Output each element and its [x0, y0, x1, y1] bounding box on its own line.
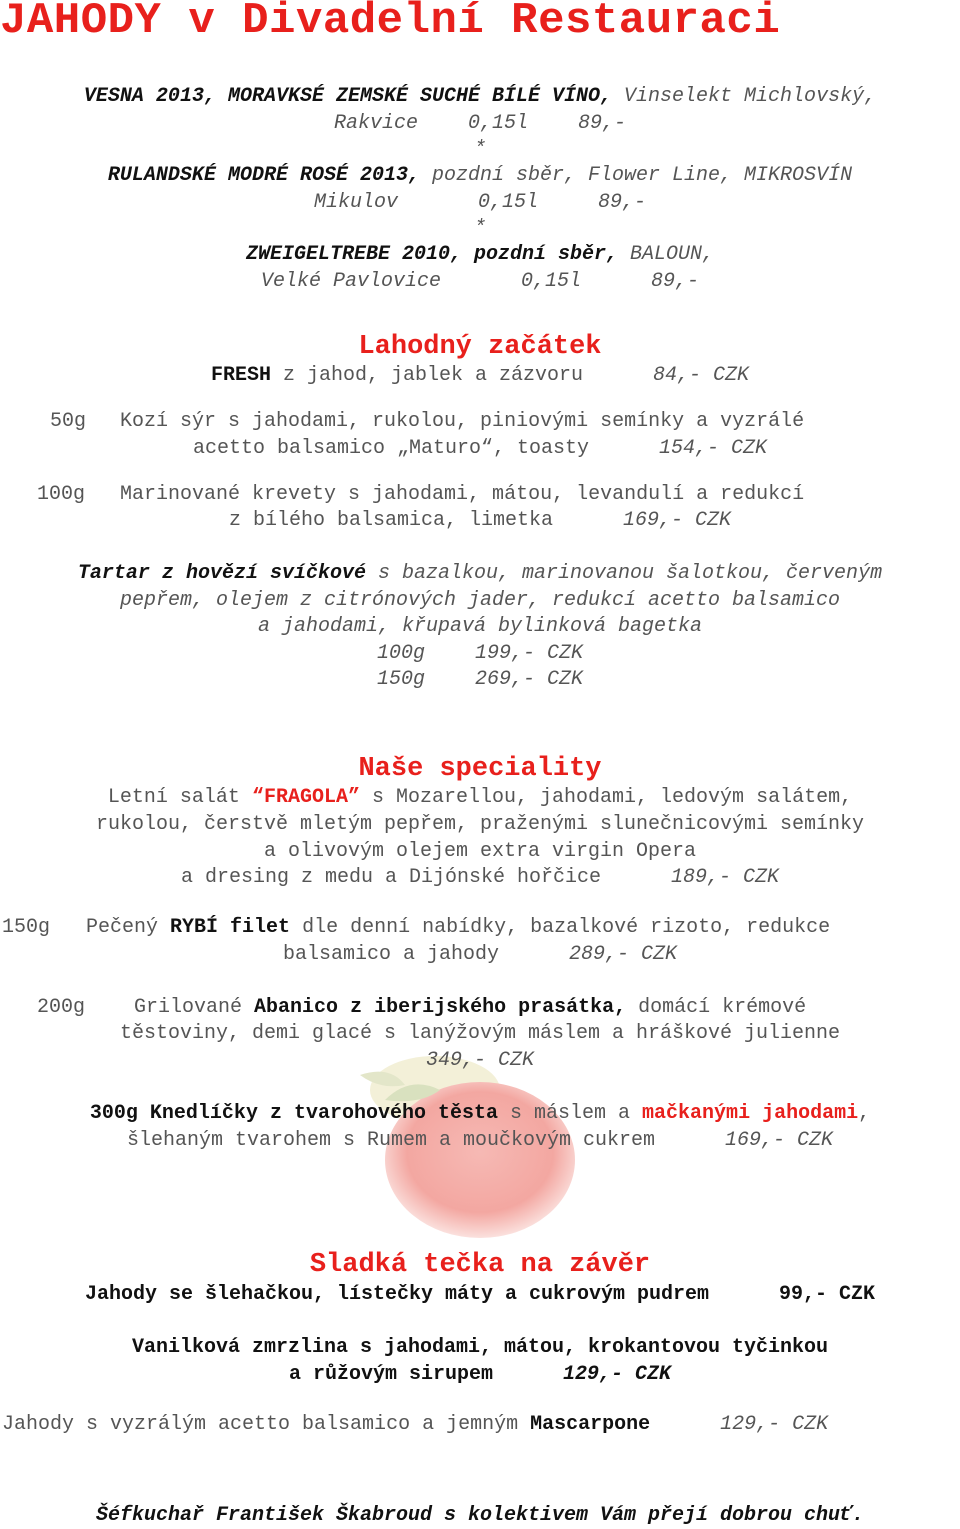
- wine-3-line2: [0, 269, 960, 295]
- salad-line1: [0, 785, 960, 811]
- fresh-bold: FRESH: [210, 364, 271, 387]
- fresh-price: 84,- CZK: [653, 364, 750, 387]
- goat-desc2: acetto balsamico „Maturo“, toasty: [192, 437, 590, 460]
- dessert-2-line2: [0, 1362, 960, 1388]
- wine-2-name: RULANDSKÉ MODRÉ ROSÉ 2013,: [107, 164, 420, 187]
- salad-desc1: s Mozarellou, jahodami, ledovým salátem,: [372, 786, 853, 809]
- dumplings-red: mačkanými jahodami: [642, 1102, 859, 1125]
- shrimp-weight: 100g: [37, 483, 86, 506]
- dessert-3-text: Jahody s vyzrálým acetto balsamico a jemným: [2, 1413, 519, 1436]
- fish-line2: [0, 942, 960, 968]
- tartar-size-1: [0, 641, 960, 667]
- pork-weight: 200g: [37, 996, 86, 1019]
- dumplings-bold: Knedlíčky z tvarohového těsta: [149, 1102, 498, 1125]
- salad-price: 189,- CZK: [671, 866, 780, 889]
- section-heading-dessert: Sladká tečka na závěr: [309, 1250, 651, 1280]
- fresh-item: [0, 363, 960, 389]
- tartar-line1: [0, 561, 960, 587]
- wine-3-price: 89,-: [651, 270, 700, 293]
- tartar-size1-weight: 100g: [376, 642, 425, 665]
- dumplings-comma: ,: [858, 1102, 871, 1125]
- tartar-size1-price: 199,- CZK: [474, 642, 584, 665]
- salad-line4: [0, 865, 960, 891]
- fish-price: 289,- CZK: [569, 943, 678, 966]
- dumplings-line2: [0, 1128, 960, 1154]
- pork-bold: Abanico z iberijského prasátka,: [254, 996, 627, 1019]
- shrimp-line2: [0, 508, 960, 534]
- dessert-2-text1: Vanilková zmrzlina s jahodami, mátou, krokantovou tyčinkou: [131, 1336, 829, 1359]
- tartar-size-2: [0, 667, 960, 693]
- salad-line2: rukolou, čerstvě mletým pepřem, praženými slunečnicovými semínky: [95, 813, 865, 836]
- tartar-line2: pepřem, olejem z citrónových jader, redukcí acetto balsamico: [119, 589, 841, 612]
- salad-line3: a olivovým olejem extra virgin Opera: [263, 840, 697, 863]
- wine-1-line2: [0, 111, 960, 137]
- tartar-desc1: s bazalkou, marinovanou šalotkou, červeným: [377, 562, 883, 585]
- fresh-text: z jahod, jablek a zázvoru: [282, 364, 584, 387]
- dumplings-price: 169,- CZK: [725, 1129, 834, 1152]
- goat-price: 154,- CZK: [659, 437, 768, 460]
- tartar-size2-price: 269,- CZK: [474, 668, 584, 691]
- section-heading-specials: Naše speciality: [358, 754, 602, 784]
- wine-3-line1: [0, 242, 960, 268]
- pork-price: 349,- CZK: [425, 1049, 535, 1072]
- wine-3-name: ZWEIGELTREBE 2010, pozdní sběr,: [245, 243, 619, 266]
- dessert-1-price: 99,- CZK: [779, 1283, 876, 1306]
- shrimp-desc2: z bílého balsamica, limetka: [228, 509, 554, 532]
- wine-3-producer: BALOUN,: [630, 243, 715, 266]
- dumplings-line1: [0, 1101, 960, 1127]
- wine-1-name: VESNA 2013, MORAVKSÉ ZEMSKÉ SUCHÉ BÍLÉ VÍNO,: [83, 85, 613, 108]
- wine-2-line1: [0, 163, 960, 189]
- wine-separator-2: *: [473, 217, 486, 240]
- pork-pre: Grilované: [134, 996, 243, 1019]
- fish-desc2: balsamico a jahody: [282, 943, 499, 966]
- fish-pre: Pečený: [86, 916, 159, 939]
- salad-desc4: a dresing z medu a Dijónské hořčice: [180, 866, 602, 889]
- tartar-bold: Tartar z hovězí svíčkové: [77, 562, 366, 585]
- goat-weight: 50g: [50, 410, 87, 433]
- tartar-size2-weight: 150g: [376, 668, 425, 691]
- fish-desc1: dle denní nabídky, bazalkové rizoto, redukce: [302, 916, 831, 939]
- dessert-1: [0, 1282, 960, 1308]
- shrimp-line1: Marinované krevety s jahodami, mátou, levandulí a redukcí: [120, 483, 805, 506]
- dessert-3-price: 129,- CZK: [720, 1413, 829, 1436]
- wine-2-producer: pozdní sběr, Flower Line, MIKROSVÍN: [432, 164, 853, 187]
- dumplings-desc2: šlehaným tvarohem s Rumem a moučkovým cukrem: [126, 1129, 656, 1152]
- wine-1-volume: 0,15l: [467, 112, 528, 135]
- pork-line2: těstoviny, demi glacé s lanýžovým máslem a hráškové julienne: [119, 1022, 841, 1045]
- dumplings-mid: s máslem a: [510, 1102, 631, 1125]
- wine-2-volume: 0,15l: [477, 191, 538, 214]
- wine-1-price: 89,-: [578, 112, 627, 135]
- dessert-1-text: Jahody se šlehačkou, lístečky máty a cukrovým pudrem: [84, 1283, 710, 1306]
- shrimp-price: 169,- CZK: [623, 509, 732, 532]
- pork-desc1: domácí krémové: [638, 996, 807, 1019]
- salad-pre: Letní salát: [107, 786, 240, 809]
- fish-line1: [86, 915, 830, 941]
- footer-signature: Šéfkuchař František Škabroud s kolektivem Vám přejí dobrou chuť.: [95, 1504, 865, 1527]
- wine-1-line1: [0, 84, 960, 110]
- fish-weight: 150g: [2, 916, 51, 939]
- pork-line1: [134, 995, 806, 1021]
- section-heading-start: Lahodný začátek: [358, 332, 602, 362]
- wine-2-place: Mikulov: [313, 191, 398, 214]
- dessert-3: [2, 1412, 828, 1438]
- wine-1-producer: Vinselekt Michlovský,: [624, 85, 877, 108]
- wine-2-line2: [0, 190, 960, 216]
- fish-bold: RYBÍ filet: [170, 916, 291, 939]
- dessert-2-price: 129,- CZK: [563, 1363, 672, 1386]
- wine-1-place: Rakvice: [333, 112, 418, 135]
- wine-3-place: Velké Pavlovice: [260, 270, 441, 293]
- tartar-line3: a jahodami, křupavá bylinková bagetka: [257, 615, 703, 638]
- dessert-2-text2: a růžovým sirupem: [288, 1363, 493, 1386]
- wine-separator-1: *: [473, 138, 486, 161]
- salad-name: “FRAGOLA”: [251, 786, 360, 809]
- wine-2-price: 89,-: [598, 191, 647, 214]
- dessert-3-bold: Mascarpone: [530, 1413, 651, 1436]
- menu-title: JAHODY v Divadelní Restauraci: [0, 0, 781, 46]
- wine-3-volume: 0,15l: [521, 270, 582, 293]
- goat-line2: [0, 436, 960, 462]
- goat-line1: Kozí sýr s jahodami, rukolou, piniovými semínky a vyzrálé: [120, 410, 805, 433]
- dessert-2-line1: [0, 1335, 960, 1361]
- dumplings-weight: 300g: [89, 1102, 138, 1125]
